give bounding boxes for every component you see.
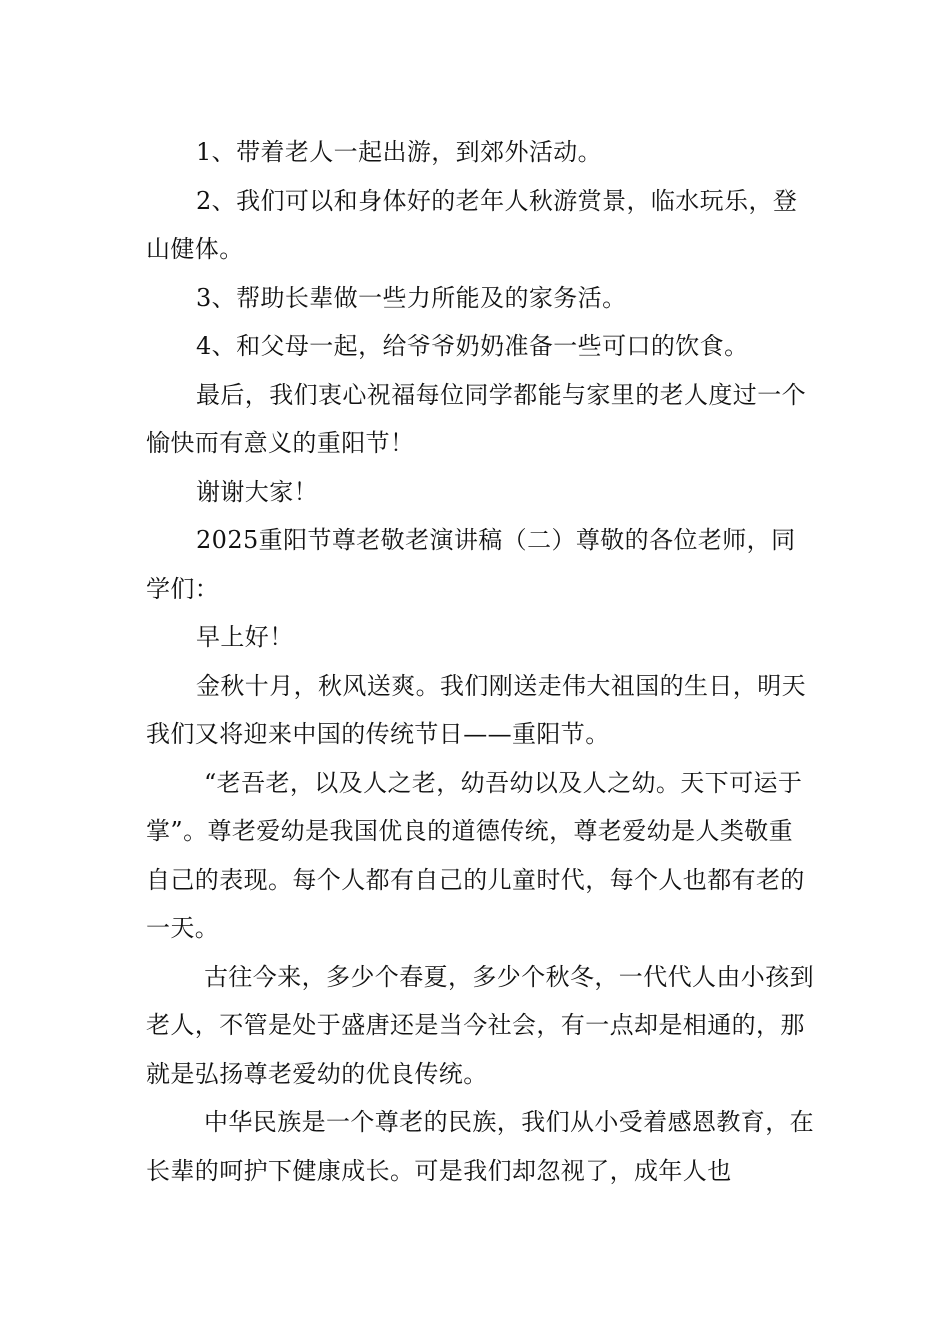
paragraph: 2、我们可以和身体好的老年人秋游赏景，临水玩乐，登山健体。 [146, 186, 798, 263]
paragraph: 1、带着老人一起出游，到郊外活动。 [196, 138, 603, 166]
paragraph: 4、和父母一起，给爷爷奶奶准备一些可口的饮食。 [196, 332, 749, 360]
paragraph: “老吾老，以及人之老，幼吾幼以及人之幼。天下可运于掌”。尊老爱幼是我国优良的道德传统，尊老爱幼是人类敬重自己的表现。每个人都有自己的儿童时代，每个人也都有老的一天。 [146, 768, 805, 942]
paragraph: 2025重阳节尊老敬老演讲稿（二）尊敬的各位老师，同学们： [146, 526, 796, 603]
paragraph: 金秋十月，秋风送爽。我们刚送走伟大祖国的生日，明天我们又将迎来中国的传统节日——重阳节。 [146, 671, 806, 748]
document-body [146, 128, 816, 1195]
paragraph: 谢谢大家！ [196, 477, 318, 506]
paragraph: 古往今来，多少个春夏，多少个秋冬，一代代人由小孩到老人，不管是处于盛唐还是当今社会，有一点却是相通的，那就是弘扬尊老爱幼的优良传统。 [146, 962, 814, 1088]
paragraph: 3、帮助长辈做一些力所能及的家务活。 [196, 283, 627, 312]
paragraph: 最后，我们衷心祝福每位同学都能与家里的老人度过一个愉快而有意义的重阳节！ [146, 380, 806, 457]
paragraph: 中华民族是一个尊老的民族，我们从小受着感恩教育，在长辈的呵护下健康成长。可是我们却忽视了，成年人也 [146, 1108, 814, 1185]
paragraph: 早上好！ [196, 623, 294, 651]
